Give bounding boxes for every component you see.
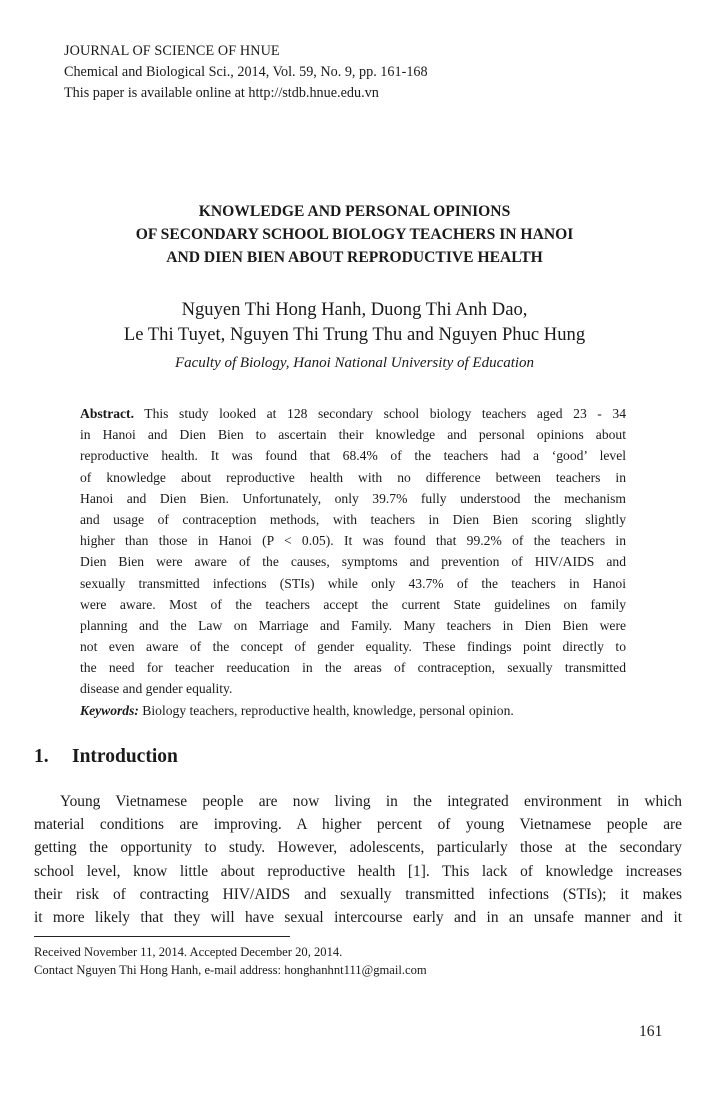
abstract-line: Hanoi and Dien Bien. Unfortunately, only 39.7% fully understood the mechanism bbox=[80, 490, 626, 506]
abstract bbox=[80, 403, 626, 721]
body-line: school level, know little about reproductive health [1]. This lack of knowledge increases bbox=[34, 862, 682, 880]
journal-citation: Chemical and Biological Sci., 2014, Vol. 59, No. 9, pp. 161-168 bbox=[64, 64, 428, 80]
section-body bbox=[34, 790, 682, 929]
abstract-line: in Hanoi and Dien Bien to ascertain their knowledge and personal opinions about bbox=[80, 427, 626, 443]
title-line: AND DIEN BIEN ABOUT REPRODUCTIVE HEALTH bbox=[166, 249, 543, 266]
author-list bbox=[0, 297, 709, 347]
affiliation: Faculty of Biology, Hanoi National University of Education bbox=[174, 355, 535, 371]
title-line: OF SECONDARY SCHOOL BIOLOGY TEACHERS IN HANOI bbox=[135, 226, 574, 243]
paper-title bbox=[0, 200, 709, 269]
body-line: material conditions are improving. A higher percent of young Vietnamese people are bbox=[34, 816, 682, 834]
author-line: Nguyen Thi Hong Hanh, Duong Thi Anh Dao, bbox=[181, 299, 528, 320]
abstract-line: higher than those in Hanoi (P < 0.05). It was found that 99.2% of the teachers in bbox=[80, 533, 626, 549]
keywords-text: Biology teachers, reproductive health, knowledge, personal opinion. bbox=[138, 702, 514, 718]
body-line: it more likely that they will have sexual intercourse early and in an unsafe manner and it bbox=[34, 908, 682, 926]
footnote-divider bbox=[34, 936, 290, 937]
abstract-label: Abstract. bbox=[80, 406, 134, 421]
journal-availability: This paper is available online at http://stdb.hnue.edu.vn bbox=[64, 85, 379, 101]
page-number: 161 bbox=[639, 1023, 663, 1040]
abstract-line: planning and the Law on Marriage and Family. Many teachers in Dien Bien were bbox=[80, 617, 626, 633]
body-line: getting the opportunity to study. However, adolescents, particularly those at the secondary bbox=[34, 839, 682, 857]
title-line: KNOWLEDGE AND PERSONAL OPINIONS bbox=[198, 203, 511, 220]
abstract-line: Abstract. This study looked at 128 secondary school biology teachers aged 23 - 34 bbox=[80, 406, 626, 421]
abstract-line: were aware. Most of the teachers accept the current State guidelines on family bbox=[80, 596, 626, 612]
body-line: their risk of contracting HIV/AIDS and sexually transmitted infections (STIs); it makes bbox=[34, 885, 682, 903]
abstract-line: Dien Bien were aware of the causes, symptoms and prevention of HIV/AIDS and bbox=[80, 554, 626, 570]
keywords bbox=[80, 700, 626, 721]
abstract-line: of knowledge about reproductive health with no difference between teachers in bbox=[80, 469, 626, 485]
abstract-line: the need for teacher reeducation in the areas of contraception, sexually transmitted bbox=[80, 660, 626, 676]
author-line: Le Thi Tuyet, Nguyen Thi Trung Thu and Nguyen Phuc Hung bbox=[123, 324, 586, 345]
section-number: 1. bbox=[34, 746, 49, 767]
journal-name: JOURNAL OF SCIENCE OF HNUE bbox=[64, 43, 280, 59]
keywords-label: Keywords: bbox=[80, 702, 139, 718]
footnote-contact: Contact Nguyen Thi Hong Hanh, e-mail address: honghanhnt111@gmail.com bbox=[34, 963, 427, 977]
footnote-received: Received November 11, 2014. Accepted December 20, 2014. bbox=[34, 945, 343, 959]
abstract-line: sexually transmitted infections (STIs) while only 43.7% of the teachers in Hanoi bbox=[80, 575, 626, 591]
abstract-line: not even aware of the concept of gender equality. These findings point directly to bbox=[80, 639, 626, 655]
abstract-line: disease and gender equality. bbox=[80, 681, 233, 697]
section-title: Introduction bbox=[72, 746, 178, 767]
section-heading bbox=[34, 746, 178, 768]
abstract-line: and usage of contraception methods, with teachers in Dien Bien scoring slightly bbox=[80, 511, 626, 527]
body-line: Young Vietnamese people are now living in the integrated environment in which bbox=[60, 793, 682, 810]
abstract-line: reproductive health. It was found that 68.4% of the teachers had a ‘good’ level bbox=[80, 448, 626, 464]
